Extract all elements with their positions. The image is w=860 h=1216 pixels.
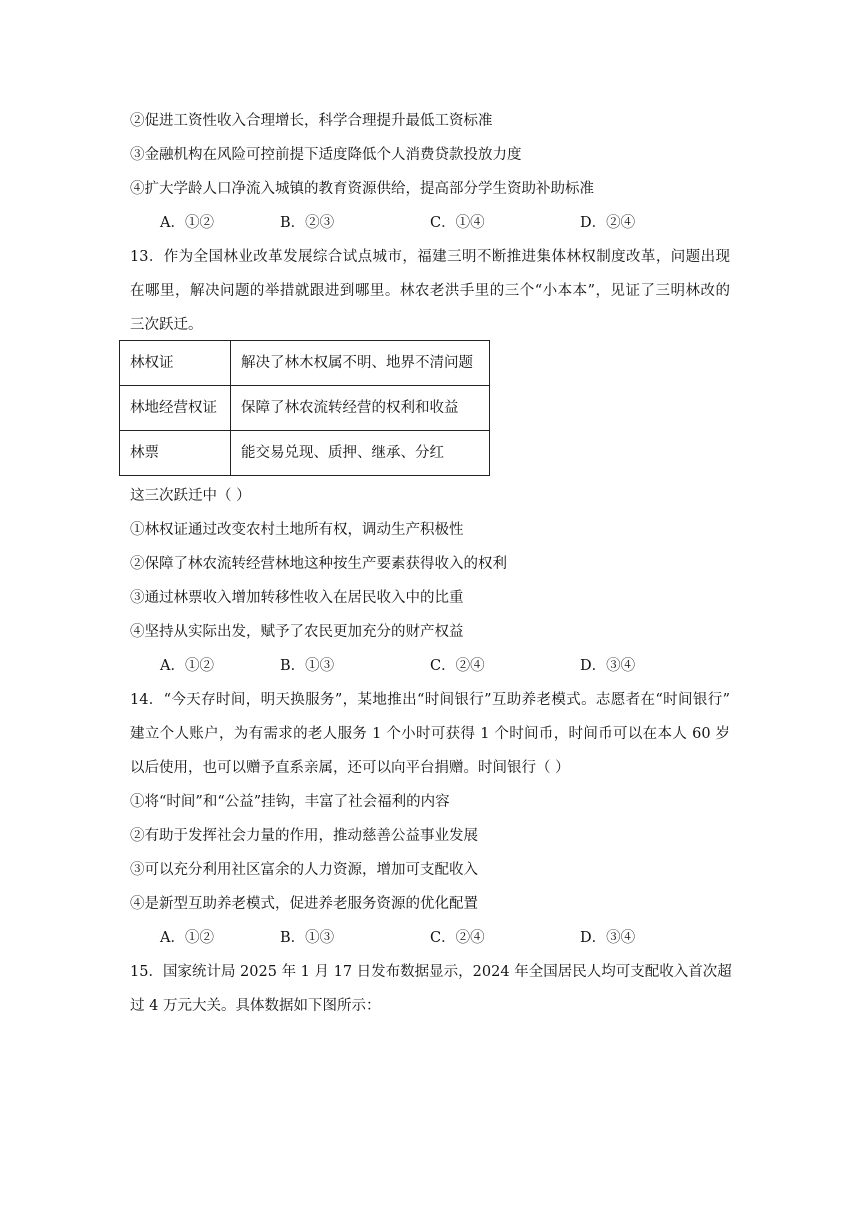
q12-option-d: D．②④ (580, 215, 636, 231)
q13-statement-3: ③通过林票收入增加转移性收入在居民收入中的比重 (130, 590, 464, 606)
table-cell: 解决了林木权属不明、地界不清问题 (231, 341, 490, 386)
q13-option-d: D．③④ (580, 658, 636, 674)
table-cell: 林权证 (120, 341, 231, 386)
q14-option-c: C．②④ (430, 930, 485, 946)
q13-option-c: C．②④ (430, 658, 485, 674)
q13-stem-line-1: 13．作为全国林业改革发展综合试点城市，福建三明不断推进集体林权制度改革，问题出现 (130, 249, 730, 265)
q13-statement-4: ④坚持从实际出发，赋予了农民更加充分的财产权益 (130, 624, 464, 640)
q13-statement-2: ②保障了林农流转经营林地这种按生产要素获得收入的权利 (130, 556, 507, 572)
q13-stem-line-3: 三次跃迁。 (130, 317, 203, 333)
q13-table (119, 340, 490, 476)
table-cell: 林票 (120, 431, 231, 476)
table-cell: 保障了林农流转经营的权利和收益 (231, 386, 490, 431)
table-row (120, 431, 490, 476)
table-row (120, 341, 490, 386)
q14-options (160, 928, 680, 948)
q14-option-a: A．①② (160, 930, 214, 946)
q13-statement-1: ①林权证通过改变农村土地所有权，调动生产积极性 (130, 522, 464, 538)
q13-options (160, 656, 680, 676)
table-row (120, 386, 490, 431)
q13-option-b: B．①③ (280, 658, 335, 674)
q12-option-c: C．①④ (430, 215, 485, 231)
q12-option-a: A．①② (160, 215, 214, 231)
q14-statement-2: ②有助于发挥社会力量的作用，推动慈善公益事业发展 (130, 828, 478, 844)
q14-option-d: D．③④ (580, 930, 636, 946)
table-cell: 林地经营权证 (120, 386, 231, 431)
q14-statement-1: ①将“时间”和“公益”挂钩，丰富了社会福利的内容 (130, 794, 450, 810)
q14-statement-3: ③可以充分利用社区富余的人力资源，增加可支配收入 (130, 862, 478, 878)
q12-statement-4: ④扩大学龄人口净流入城镇的教育资源供给，提高部分学生资助补助标准 (130, 181, 594, 197)
q14-stem-line-2: 建立个人账户，为有需求的老人服务 1 个小时可获得 1 个时间币，时间币可以在本人 60 岁 (130, 726, 730, 742)
q14-option-b: B．①③ (280, 930, 335, 946)
q13-question: 这三次跃迁中（ ） (130, 488, 251, 504)
table-cell: 能交易兑现、质押、继承、分红 (231, 431, 490, 476)
q14-stem-line-1: 14．“今天存时间，明天换服务”，某地推出“时间银行”互助养老模式。志愿者在“时间银行” (130, 692, 730, 708)
q15-stem-line-2: 过 4 万元大关。具体数据如下图所示： (130, 998, 381, 1014)
q15-stem-line-1: 15．国家统计局 2025 年 1 月 17 日发布数据显示，2024 年全国居民人均可支配收入首次超 (130, 964, 732, 980)
q14-statement-4: ④是新型互助养老模式，促进养老服务资源的优化配置 (130, 896, 478, 912)
q12-option-b: B．②③ (280, 215, 335, 231)
q13-option-a: A．①② (160, 658, 214, 674)
q12-options (160, 213, 680, 233)
q12-statement-3: ③金融机构在风险可控前提下适度降低个人消费贷款投放力度 (130, 147, 522, 163)
q14-stem-line-3: 以后使用，也可以赠予直系亲属，还可以向平台捐赠。时间银行（ ） (130, 760, 570, 776)
q12-statement-2: ②促进工资性收入合理增长，科学合理提升最低工资标准 (130, 113, 493, 129)
q13-stem-line-2: 在哪里，解决问题的举措就跟进到哪里。林农老洪手里的三个“小本本”，见证了三明林改的 (130, 283, 730, 299)
